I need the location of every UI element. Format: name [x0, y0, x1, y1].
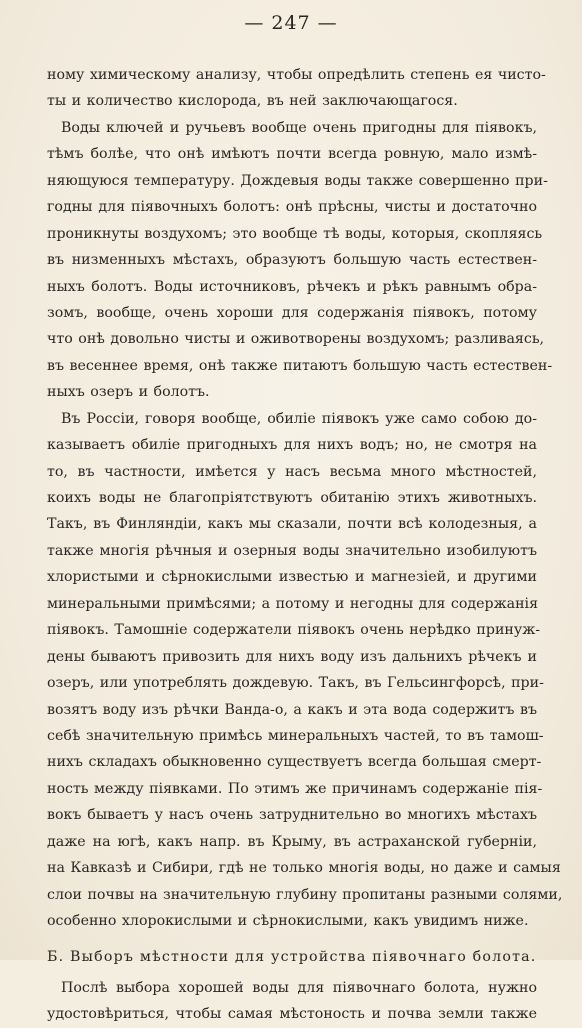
text-line: Воды ключей и ручьевъ вообще очень пригодны для піявокъ,	[61, 119, 537, 136]
text-line: ность между піявками. По этимъ же причинамъ содержаніе пія-	[47, 780, 543, 797]
text-line: ныхъ озеръ и болотъ.	[47, 384, 210, 401]
body-text	[47, 62, 563, 1028]
text-line: удостовѣриться, чтобы самая мѣстоность и почва земли также	[47, 1006, 537, 1023]
paragraph-continuation	[47, 62, 546, 115]
text-line: Въ Россіи, говоря вообще, обиліе піявокъ уже само собою до-	[61, 410, 537, 427]
paragraph-waters	[47, 115, 553, 406]
text-line: тѣмъ болѣе, что онѣ имѣютъ почти всегда ровную, мало измѣ-	[47, 146, 537, 163]
text-line: проникнуты воздухомъ; это вообще тѣ воды, которыя, скопляясь	[47, 225, 543, 242]
text-line: даже на югѣ, какъ напр. въ Крыму, въ астраханской губерніи,	[47, 833, 537, 850]
text-line: піявокъ. Тамошніе содержатели піявокъ очень нерѣдко принуж-	[47, 622, 541, 639]
text-line: зомъ, вообще, очень хороши для содержанія піявокъ, потому	[47, 304, 537, 321]
text-line: Такъ, въ Финляндіи, какъ мы сказали, почти всѣ колодезныя, а	[47, 516, 537, 533]
text-line: няющуюся температуру. Дождевыя воды также совершенно при-	[47, 172, 548, 189]
text-line: озеръ, или употреблять дождевую. Такъ, въ Гельсингфорсѣ, при-	[47, 675, 544, 692]
text-line: ты и количество кислорода, въ ней заключающагося.	[47, 93, 458, 110]
text-line: слои почвы на значительную глубину пропитаны разными солями,	[47, 886, 563, 903]
paragraph-selection	[47, 975, 537, 1028]
paragraph-russia	[47, 406, 563, 935]
text-line: себѣ значительную примѣсь минеральныхъ частей, то въ тамош-	[47, 727, 544, 744]
text-line: также многія рѣчныя и озерныя воды значительно изобилуютъ	[47, 542, 537, 559]
text-line: ныхъ болотъ. Воды источниковъ, рѣчекъ и рѣкъ равнымъ обра-	[47, 278, 537, 295]
text-line: вокъ бываетъ у насъ очень затруднительно во многихъ мѣстахъ	[47, 807, 537, 824]
text-line: дены бываютъ привозить для нихъ воду изъ дальнихъ рѣчекъ и	[47, 648, 537, 665]
text-line: что онѣ довольно чисты и оживотворены воздухомъ; разливаясь,	[47, 331, 545, 348]
text-line: хлористыми и сѣрнокислыми известью и магнезіей, и другими	[47, 569, 537, 586]
text-line: Послѣ выбора хорошей воды для піявочнаго болота, нужно	[61, 979, 537, 996]
text-line: возятъ воду изъ рѣчки Ванда-о, а какъ и эта вода содержитъ въ	[47, 701, 537, 718]
text-line: ному химическому анализу, чтобы опредѣлить степень ея чисто-	[47, 67, 546, 83]
text-line: нихъ складахъ обыкновенно существуетъ всегда большая смерт-	[47, 754, 542, 771]
text-line: казываетъ обиліе пригодныхъ для нихъ водъ; но, не смотря на	[47, 437, 537, 454]
section-heading: Б. Выборъ мѣстности для устройства піявочнаго болота.	[47, 949, 537, 966]
text-line: въ весеннее время, онѣ также питаютъ большую часть естествен-	[47, 357, 553, 374]
text-line: особенно хлорокислыми и сѣрнокислыми, какъ увидимъ ниже.	[47, 913, 529, 929]
text-line: минеральными примѣсями; а потому и негодны для содержанія	[47, 595, 539, 612]
text-line: въ низменныхъ мѣстахъ, образуютъ большую часть естествен-	[47, 252, 537, 269]
text-line: годны для піявочныхъ болотъ: онѣ прѣсны, чисты и достаточно	[47, 199, 537, 216]
page-number: — 247 —	[244, 12, 338, 34]
text-line: на Кавказѣ и Сибири, гдѣ не только многія воды, но даже и самыя	[47, 860, 561, 877]
text-line: коихъ воды не благопріятствуютъ обитанію этихъ животныхъ.	[47, 490, 537, 506]
text-line: то, въ частности, имѣется у насъ весьма много мѣстностей,	[47, 463, 537, 480]
